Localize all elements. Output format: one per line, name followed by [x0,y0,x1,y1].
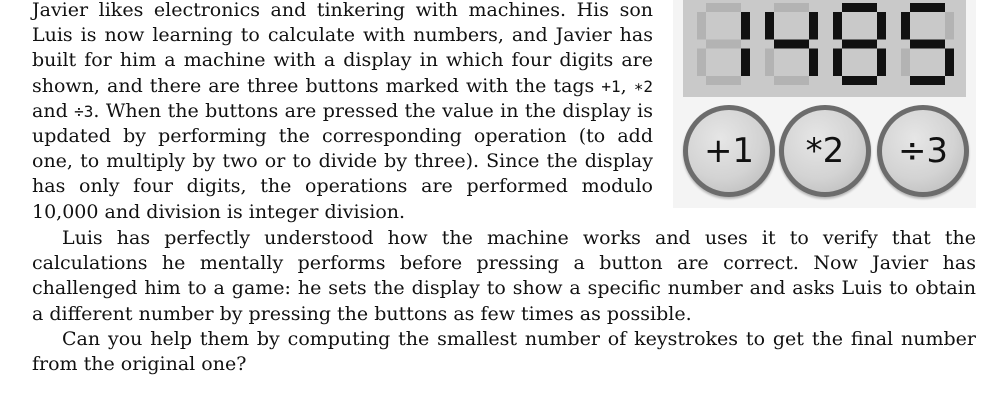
machine-illustration [673,0,976,208]
digit-2-segment-d [774,76,809,85]
plus-one-button[interactable] [683,105,775,197]
digit-1-segment-f [697,12,706,40]
para1-text-b: . When the buttons are pressed the value in the display is updated by performing the corresponding operation (to add one, to multiply by two or to divide by three). Since the display has only four digits, the operations are performed modulo 10,000 and division is integer division. [32,99,653,223]
digit-2-segment-b [809,12,818,40]
digit-3-segment-c [877,49,886,77]
digit-4-segment-c [945,49,954,77]
tag-plus-one: +1 [601,76,621,96]
digit-4-segment-d [910,76,945,85]
digit-4-segment-g [910,40,945,49]
tag-times-two: ∗2 [633,76,653,96]
digit-3-segment-e [833,49,842,77]
digit-3-segment-b [877,12,886,40]
digit-2-segment-c [809,49,818,77]
digit-2-segment-g [774,40,809,49]
display-digits [683,0,966,97]
digit-1-segment-g [706,40,741,49]
digit-3-segment-f [833,12,842,40]
para1-sep-1: , [620,74,634,97]
tag-divide-three: ÷3 [74,101,94,121]
digit-3-segment-g [842,40,877,49]
para1-sep-2: and [32,99,75,122]
seven-segment-display [683,0,966,97]
statement-paragraph-1 [32,0,653,225]
digit-3-segment-a [842,3,877,12]
digit-1-segment-e [697,49,706,77]
digit-4-segment-a [910,3,945,12]
statement-paragraph-3: Can you help them by computing the smallest number of keystrokes to get the final number from the original one? [32,328,976,376]
digit-4-segment-f [901,12,910,40]
digit-1-segment-d [706,76,741,85]
digit-4-segment-e [901,49,910,77]
digit-2-segment-e [765,49,774,77]
plus-one-button-label: +1 [703,131,755,171]
digit-3-segment-d [842,76,877,85]
digit-1-segment-b [741,12,750,40]
divide-three-button[interactable] [877,105,969,197]
times-two-button[interactable] [779,105,871,197]
digit-1-segment-c [741,49,750,77]
para1-text-a: Javier likes electronics and tinkering with machines. His son Luis is now learning to calculate with numbers, and Javier has built for him a machine with a display in which four digits are shown, and there are three buttons marked with the tags [32,0,653,97]
times-two-button-label: *2 [805,131,845,171]
statement-paragraph-2: Luis has perfectly understood how the machine works and uses it to verify that the calculations he mentally performs before pressing a button are correct. Now Javier has challenged him to a game: he sets the display to show a specific number and asks Luis to obtain a different number by pressing the buttons as few times as possible. [32,227,976,325]
digit-2-segment-a [774,3,809,12]
divide-three-button-label: ÷3 [897,131,949,171]
digit-2-segment-f [765,12,774,40]
digit-1-segment-a [706,3,741,12]
digit-4-segment-b [945,12,954,40]
